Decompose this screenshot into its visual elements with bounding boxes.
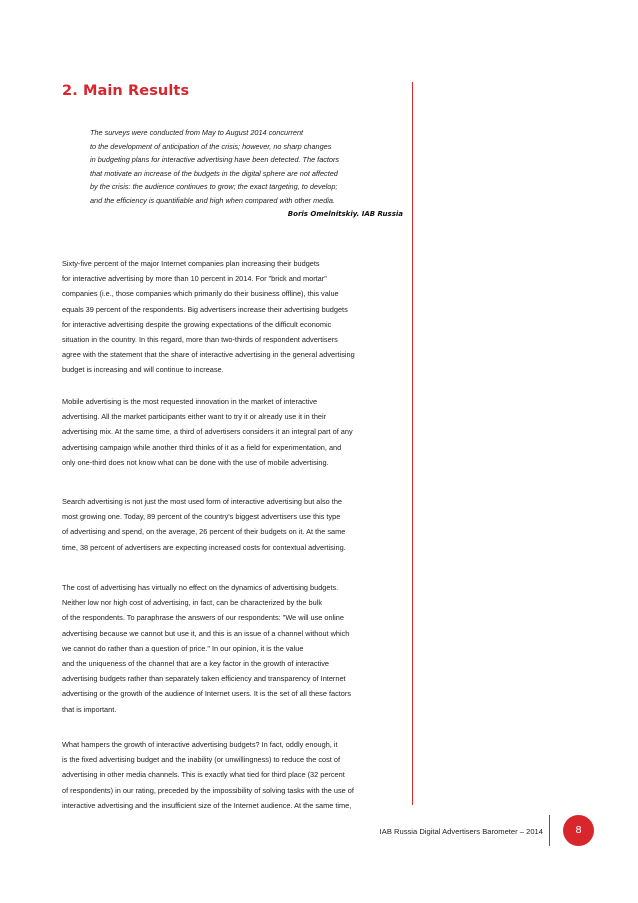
page-number-badge xyxy=(563,815,594,846)
vertical-divider xyxy=(412,82,413,805)
paragraph-line: Search advertising is not just the most used form of interactive advertising but also the xyxy=(62,497,343,506)
paragraph-line: is the fixed advertising budget and the inability (or unwillingness) to reduce the cost of xyxy=(62,755,340,765)
quote-author: Boris Omelnitskiy. IAB Russia xyxy=(287,209,403,218)
paragraph-line: advertising in other media channels. This is exactly what tied for third place (32 percent xyxy=(62,770,345,780)
footer-divider xyxy=(549,815,550,846)
quote-line: by the crisis: the audience continues to grow; the exact targeting, to develop; xyxy=(90,182,338,192)
paragraph-line: The cost of advertising has virtually no effect on the dynamics of advertising budgets. xyxy=(62,583,339,592)
paragraph-line: advertising budgets rather than separately taken efficiency and transparency of Internet xyxy=(62,674,346,684)
paragraph-line: advertising or the growth of the audience of Internet users. It is the set of all these factors xyxy=(62,689,352,699)
page-number: 8 xyxy=(575,825,582,836)
quote-line: to the development of anticipation of the crisis; however, no sharp changes xyxy=(90,141,332,151)
paragraph-cost xyxy=(62,580,407,717)
paragraph-line: Sixty-five percent of the major Internet companies plan increasing their budgets xyxy=(62,259,320,268)
paragraph-budgets xyxy=(62,256,407,378)
paragraph-line: only one-third does not know what can be done with the use of mobile advertising. xyxy=(62,457,329,467)
paragraph-line: companies (i.e., those companies which primarily do their business offline), this value xyxy=(62,289,339,299)
quote-line: The surveys were conducted from May to August 2014 concurrent xyxy=(90,128,304,137)
paragraph-line: agree with the statement that the share of interactive advertising in the general advertising xyxy=(62,350,355,360)
epigraph-quote xyxy=(90,126,410,221)
quote-line: that motivate an increase of the budgets in the digital sphere are not affected xyxy=(90,168,338,178)
paragraph-line: advertising. All the market participants either want to try it or already use it in their xyxy=(62,412,327,422)
paragraph-line: of the respondents. To paraphrase the answers of our respondents: "We will use online xyxy=(62,613,344,623)
paragraph-mobile xyxy=(62,394,407,470)
paragraph-line: advertising because we cannot but use it, and this is an issue of a channel without which xyxy=(62,628,350,638)
paragraph-line: Neither low nor high cost of advertising, in fact, can be characterized by the bulk xyxy=(62,598,323,608)
paragraph-line: situation in the country. In this regard, more than two-thirds of respondent advertisers xyxy=(62,335,338,345)
paragraph-line: of respondents) in our rating, preceded by the impossibility of solving tasks with the use of xyxy=(62,785,354,795)
paragraph-line: advertising campaign while another third thinks of it as a field for experimentation, and xyxy=(62,442,342,452)
paragraph-line: Mobile advertising is the most requested innovation in the market of interactive xyxy=(62,397,318,406)
paragraph-line: that is important. xyxy=(62,704,117,714)
paragraph-line: budget is increasing and will continue to increase. xyxy=(62,365,224,375)
paragraph-line: we cannot do rather than a question of price." In our opinion, it is the value xyxy=(62,643,304,653)
paragraph-line: What hampers the growth of interactive advertising budgets? In fact, oddly enough, it xyxy=(62,740,338,749)
paragraph-search xyxy=(62,494,407,555)
section-heading: 2. Main Results xyxy=(62,83,190,99)
paragraph-line: most growing one. Today, 89 percent of the country's biggest advertisers use this type xyxy=(62,512,341,522)
paragraph-line: equals 39 percent of the respondents. Big advertisers increase their advertising budgets xyxy=(62,304,348,314)
paragraph-line: advertising mix. At the same time, a third of advertisers considers it an integral part of any xyxy=(62,427,353,437)
footer-publication-title: IAB Russia Digital Advertisers Barometer – 2014 xyxy=(379,827,543,836)
quote-line: and the efficiency is quantifiable and high when compared with other media. xyxy=(90,195,336,205)
paragraph-line: interactive advertising and the insufficient size of the Internet audience. At the same time, xyxy=(62,800,352,810)
paragraph-line: for interactive advertising by more than 10 percent in 2014. For "brick and mortar" xyxy=(62,274,327,284)
paragraph-hampers xyxy=(62,737,407,813)
quote-line: in budgeting plans for interactive advertising have been detected. The factors xyxy=(90,155,340,165)
paragraph-line: of advertising and spend, on the average, 26 percent of their budgets on it. At the same xyxy=(62,527,346,537)
paragraph-line: time, 38 percent of advertisers are expecting increased costs for contextual advertising. xyxy=(62,542,346,552)
paragraph-line: for interactive advertising despite the growing expectations of the difficult economic xyxy=(62,319,332,329)
paragraph-line: and the uniqueness of the channel that are a key factor in the growth of interactive xyxy=(62,659,329,669)
